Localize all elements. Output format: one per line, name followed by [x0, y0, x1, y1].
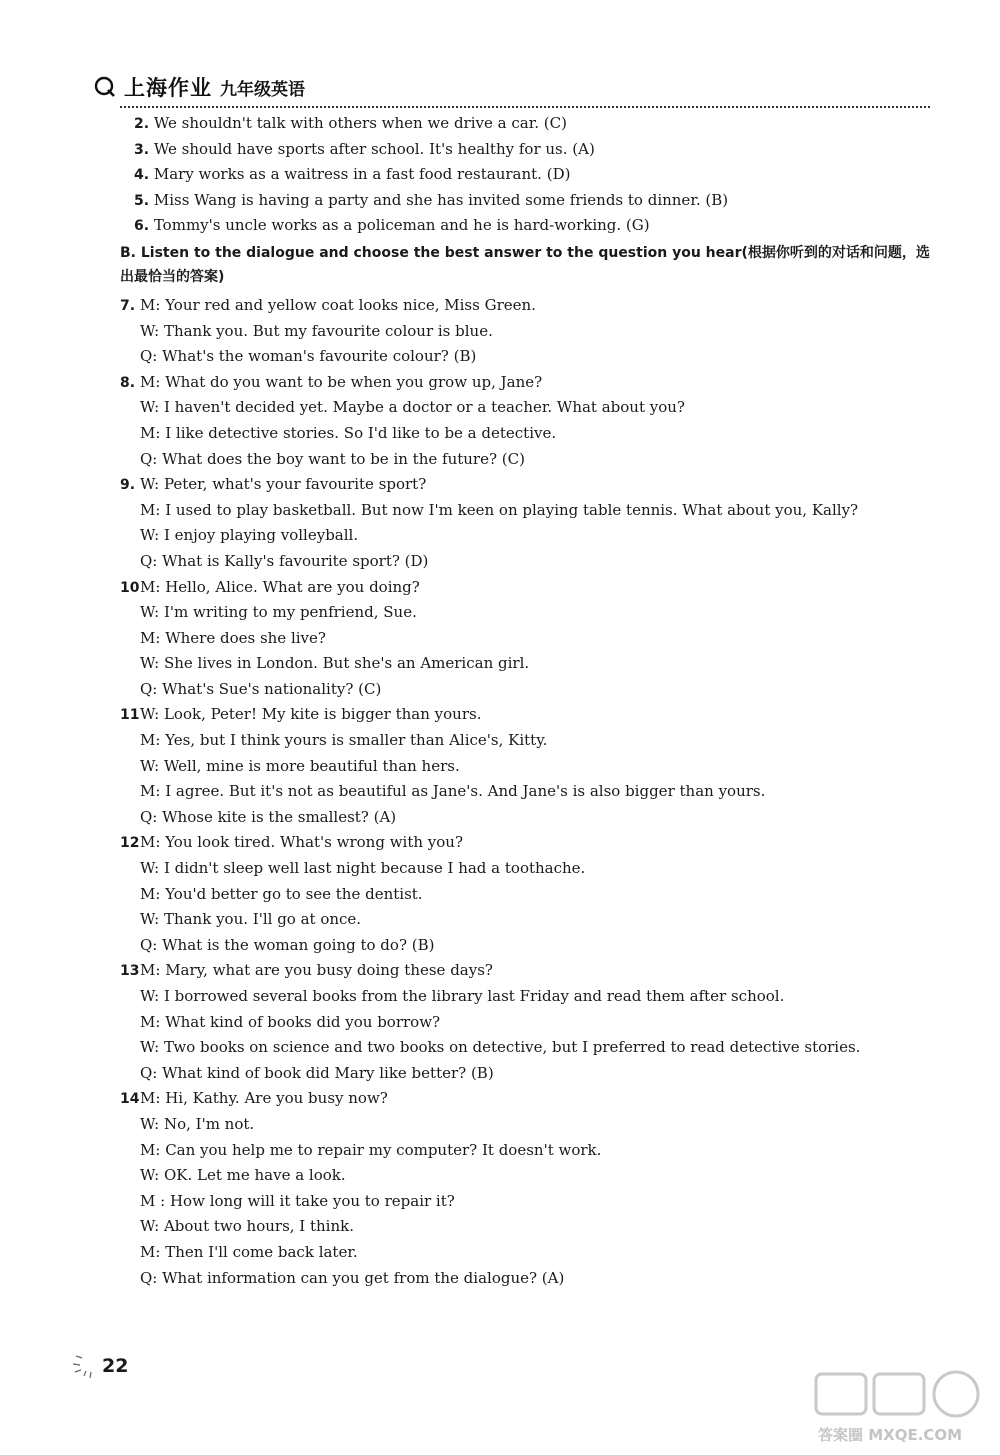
speaker-label: W:	[140, 526, 160, 545]
dialogue-line	[120, 523, 930, 549]
dialogue-number: 14	[120, 1091, 140, 1108]
dialogue-line	[120, 1266, 930, 1292]
item-text: We should have sports after school. It's healthy for us. (A)	[153, 139, 595, 158]
speaker-label: W:	[140, 1038, 160, 1057]
dialogue-line	[120, 1086, 930, 1112]
speaker-label: M:	[140, 1012, 161, 1031]
dialogue-line	[120, 626, 930, 652]
dialogue-text: What does the boy want to be in the future? (C)	[162, 449, 525, 468]
dialogue-text: Peter, what's your favourite sport?	[163, 475, 427, 494]
dialogue-text: Can you help me to repair my computer? It doesn't work.	[165, 1140, 602, 1159]
speaker-label: W:	[140, 475, 160, 494]
dialogue-text: How long will it take you to repair it?	[169, 1191, 455, 1210]
dialogue-text: I agree. But it's not as beautiful as Jane's. And Jane's is also bigger than yours.	[165, 782, 766, 801]
dialogue-text: Hello, Alice. What are you doing?	[165, 577, 420, 596]
item-number: 3.	[134, 141, 150, 158]
dialogue-line	[120, 830, 930, 856]
dialogue-line	[120, 754, 930, 780]
dialogue-line	[120, 1112, 930, 1138]
dialogue-text: I'm writing to my penfriend, Sue.	[163, 603, 417, 622]
dialogue-number: 12	[120, 835, 140, 852]
speaker-label: W:	[140, 1166, 160, 1185]
dialogue-text: I like detective stories. So I'd like to be a detective.	[165, 423, 557, 442]
watermark-logo	[810, 1368, 990, 1448]
dialogue-line	[120, 421, 930, 447]
speaker-label: W:	[140, 910, 160, 929]
speaker-label: W:	[140, 1114, 160, 1133]
dialogue-line	[120, 1163, 930, 1189]
speaker-label: W:	[140, 705, 160, 724]
item-number: 5.	[134, 192, 150, 209]
dialogue-line	[120, 856, 930, 882]
sparkle-decoration-icon	[70, 1352, 100, 1380]
speaker-label: W:	[140, 987, 160, 1005]
item-text: Tommy's uncle works as a policeman and he is hard-working. (G)	[153, 216, 650, 235]
answer-item	[120, 162, 930, 188]
dialogue-text: No, I'm not.	[163, 1114, 255, 1133]
page-number: 22	[102, 1355, 129, 1377]
book-title: 上海作业	[124, 76, 212, 100]
dialogue-text: I used to play basketball. But now I'm keen on playing table tennis. What about you, Kally?	[165, 500, 859, 519]
speaker-label: W:	[140, 321, 160, 340]
dialogue-text: What kind of books did you borrow?	[165, 1012, 441, 1031]
dialogue-text: What information can you get from the dialogue? (A)	[162, 1268, 565, 1287]
dialogue-text: About two hours, I think.	[163, 1217, 354, 1236]
item-number: 4.	[134, 167, 150, 184]
dialogue-text: What is Kally's favourite sport? (D)	[162, 551, 429, 570]
speaker-label: Q:	[140, 347, 158, 366]
speaker-label: M:	[140, 833, 161, 852]
dialogue-text: Two books on science and two books on detective, but I preferred to read detective stories.	[163, 1038, 861, 1057]
dialogue-number: 9.	[120, 477, 136, 494]
item-text: Miss Wang is having a party and she has invited some friends to dinner. (B)	[153, 190, 729, 209]
dialogue-line	[120, 1010, 930, 1036]
dialogue-line	[120, 293, 930, 319]
dialogue-line	[120, 395, 930, 421]
speaker-label: W:	[140, 654, 160, 673]
speaker-label: Q:	[140, 1268, 158, 1287]
dialogue-text: You'd better go to see the dentist.	[165, 884, 423, 903]
dialogue-line	[120, 1189, 930, 1215]
speaker-label: W:	[140, 859, 160, 878]
dialogue-line	[120, 1035, 930, 1061]
dialogue-line	[120, 958, 930, 984]
dialogue-text: She lives in London. But she's an American girl.	[163, 654, 530, 673]
speaker-label: Q:	[140, 935, 158, 954]
dialogue-line	[120, 1138, 930, 1164]
dialogue-line	[120, 549, 930, 575]
dialogue-text: I borrowed several books from the library last Friday and read them after school.	[163, 987, 785, 1005]
dialogue-text: I didn't sleep well last night because I had a toothache.	[163, 859, 586, 878]
item-text: We shouldn't talk with others when we drive a car. (C)	[153, 114, 567, 132]
dialogue-text: Mary, what are you busy doing these days?	[165, 961, 493, 980]
speaker-label: W:	[140, 1217, 160, 1236]
watermark-text: 答案圈 MXQE.COM	[818, 1426, 963, 1444]
dialogue-line	[120, 1240, 930, 1266]
dialogue-line	[120, 984, 930, 1010]
dialogue-text: Well, mine is more beautiful than hers.	[163, 756, 460, 775]
dialogue-line	[120, 882, 930, 908]
answer-item	[120, 111, 930, 137]
dialogue-line	[120, 600, 930, 626]
dialogue-text: What do you want to be when you grow up, Jane?	[165, 372, 543, 391]
dialogue-line	[120, 779, 930, 805]
dialogue-text: Where does she live?	[165, 628, 326, 647]
dialogue-text: I enjoy playing volleyball.	[163, 526, 359, 545]
page-number-block	[70, 1352, 128, 1380]
speaker-label: Q:	[140, 551, 158, 570]
answer-item	[120, 213, 930, 239]
dialogue-line	[120, 575, 930, 601]
dialogue-text: What kind of book did Mary like better? (B)	[162, 1063, 494, 1082]
dialogue-text: Your red and yellow coat looks nice, Miss Green.	[165, 295, 536, 314]
dialogue-line	[120, 370, 930, 396]
dialogue-line	[120, 447, 930, 473]
dialogue-text: What is the woman going to do? (B)	[162, 935, 435, 954]
speaker-label: Q:	[140, 449, 158, 468]
speaker-label: Q:	[140, 679, 158, 698]
dialogue-number: 7.	[120, 297, 136, 314]
dialogue-line	[120, 651, 930, 677]
dialogue-line	[120, 677, 930, 703]
dialogue-line	[120, 907, 930, 933]
dialogue-number: 11	[120, 707, 140, 724]
speaker-label: M:	[140, 1089, 161, 1108]
dialogue-text: OK. Let me have a look.	[163, 1166, 346, 1185]
dialogue-text: I haven't decided yet. Maybe a doctor or a teacher. What about you?	[163, 398, 685, 417]
dialogue-line	[120, 933, 930, 959]
dialogue-line	[120, 1061, 930, 1087]
header-divider	[120, 106, 930, 108]
item-number: 6.	[134, 218, 150, 235]
dialogue-line	[120, 805, 930, 831]
speaker-label: M:	[140, 295, 161, 314]
speaker-label: M:	[140, 961, 161, 980]
item-text: Mary works as a waitress in a fast food restaurant. (D)	[153, 165, 571, 184]
dialogue-text: What's the woman's favourite colour? (B)	[162, 347, 477, 366]
page-header	[92, 70, 305, 104]
speaker-label: M:	[140, 372, 161, 391]
dialogue-text: Thank you. I'll go at once.	[163, 910, 362, 929]
dialogue-text: What's Sue's nationality? (C)	[162, 679, 382, 698]
book-q-logo-icon	[92, 74, 118, 100]
dialogue-line	[120, 319, 930, 345]
dialogue-line	[120, 498, 930, 524]
dialogue-line	[120, 472, 930, 498]
dialogue-text: Then I'll come back later.	[165, 1242, 358, 1261]
answer-item	[120, 188, 930, 214]
dialogue-line	[120, 344, 930, 370]
dialogue-text: Thank you. But my favourite colour is blue.	[163, 321, 493, 340]
dialogue-text: You look tired. What's wrong with you?	[165, 833, 463, 852]
speaker-label: W:	[140, 398, 160, 417]
dialogue-text: Whose kite is the smallest? (A)	[162, 807, 397, 826]
item-number: 2.	[134, 116, 150, 132]
speaker-label: Q:	[140, 1063, 158, 1082]
speaker-label: M:	[140, 782, 161, 801]
dialogue-line	[120, 728, 930, 754]
dialogue-line	[120, 702, 930, 728]
speaker-label: M:	[140, 1140, 161, 1159]
answer-content	[120, 111, 930, 1291]
dialogue-text: Yes, but I think yours is smaller than Alice's, Kitty.	[165, 731, 548, 750]
speaker-label: Q:	[140, 807, 158, 826]
speaker-label: M:	[140, 577, 161, 596]
dialogue-number: 13	[120, 963, 140, 980]
speaker-label: W:	[140, 756, 160, 775]
dialogue-text: Hi, Kathy. Are you busy now?	[165, 1089, 388, 1108]
speaker-label: M:	[140, 731, 161, 750]
dialogue-number: 8.	[120, 374, 136, 391]
speaker-label: W:	[140, 603, 160, 622]
section-b-instruction: B. Listen to the dialogue and choose the best answer to the question you hear(根据你听到的对话和问题，选出最恰当的答案)	[120, 244, 930, 285]
dialogue-line	[120, 1214, 930, 1240]
dialogue-number: 10	[120, 579, 140, 596]
speaker-label: M :	[140, 1191, 166, 1210]
book-subtitle: 九年级英语	[220, 79, 305, 100]
speaker-label: M:	[140, 423, 161, 442]
speaker-label: M:	[140, 1242, 161, 1261]
speaker-label: M:	[140, 884, 161, 903]
speaker-label: M:	[140, 628, 161, 647]
speaker-label: M:	[140, 500, 161, 519]
dialogue-text: Look, Peter! My kite is bigger than yours.	[163, 705, 482, 724]
answer-item	[120, 137, 930, 163]
